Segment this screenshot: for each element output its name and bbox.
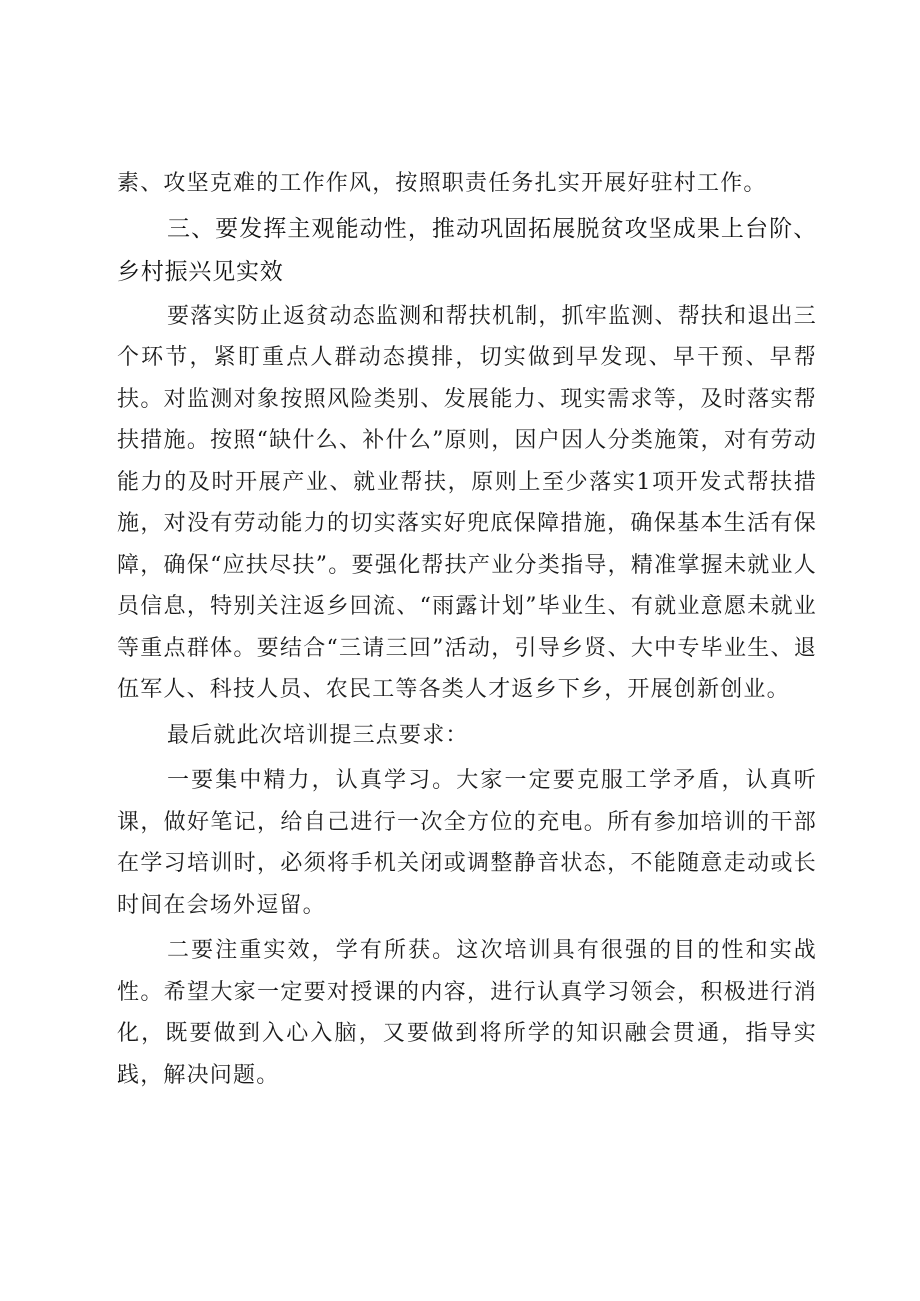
paragraph-continued: 素、攻坚克难的工作作风，按照职责任务扎实开展好驻村工作。: [117, 171, 767, 196]
paragraph-requirement-two: 二要注重实效，学有所获。这次培训具有很强的目的性和实战性。希望大家一定要对授课的内容，进行认真学习领会，积极进行消化，既要做到入心入脑，又要做到将所学的知识融会贯通，指导实践，解决问题。: [117, 938, 817, 1088]
document-body: [117, 163, 817, 1096]
section-heading-three: 三、要发挥主观能动性，推动巩固拓展脱贫攻坚成果上台阶、乡村振兴见实效: [117, 215, 817, 285]
paragraph-requirement-one: 一要集中精力，认真学习。大家一定要克服工学矛盾，认真听课，做好笔记，给自己进行一次全方位的充电。所有参加培训的干部在学习培训时，必须将手机关闭或调整静音状态，不能随意走动或长时间在会场外逗留。: [117, 768, 817, 918]
paragraph-monitoring-mechanism: 要落实防止返贫动态监测和帮扶机制，抓牢监测、帮扶和退出三个环节，紧盯重点人群动态摸排，切实做到早发现、早干预、早帮扶。对监测对象按照风险类别、发展能力、现实需求等，及时落实帮扶措施。按照“缺什么、补什么”原则，因户因人分类施策，对有劳动能力的及时开展产业、就业帮扶，原则上至少落实1项开发式帮扶措施，对没有劳动能力的切实落实好兜底保障措施，确保基本生活有保障，确保“应扶尽扶”。要强化帮扶产业分类指导，精准掌握未就业人员信息，特别关注返乡回流、“雨露计划”毕业生、有就业意愿未就业等重点群体。要结合“三请三回”活动，引导乡贤、大中专毕业生、退伍军人、科技人员、农民工等各类人才返乡下乡，开展创新创业。: [117, 303, 817, 702]
paragraph-training-requirements-intro: 最后就此次培训提三点要求：: [167, 722, 469, 748]
